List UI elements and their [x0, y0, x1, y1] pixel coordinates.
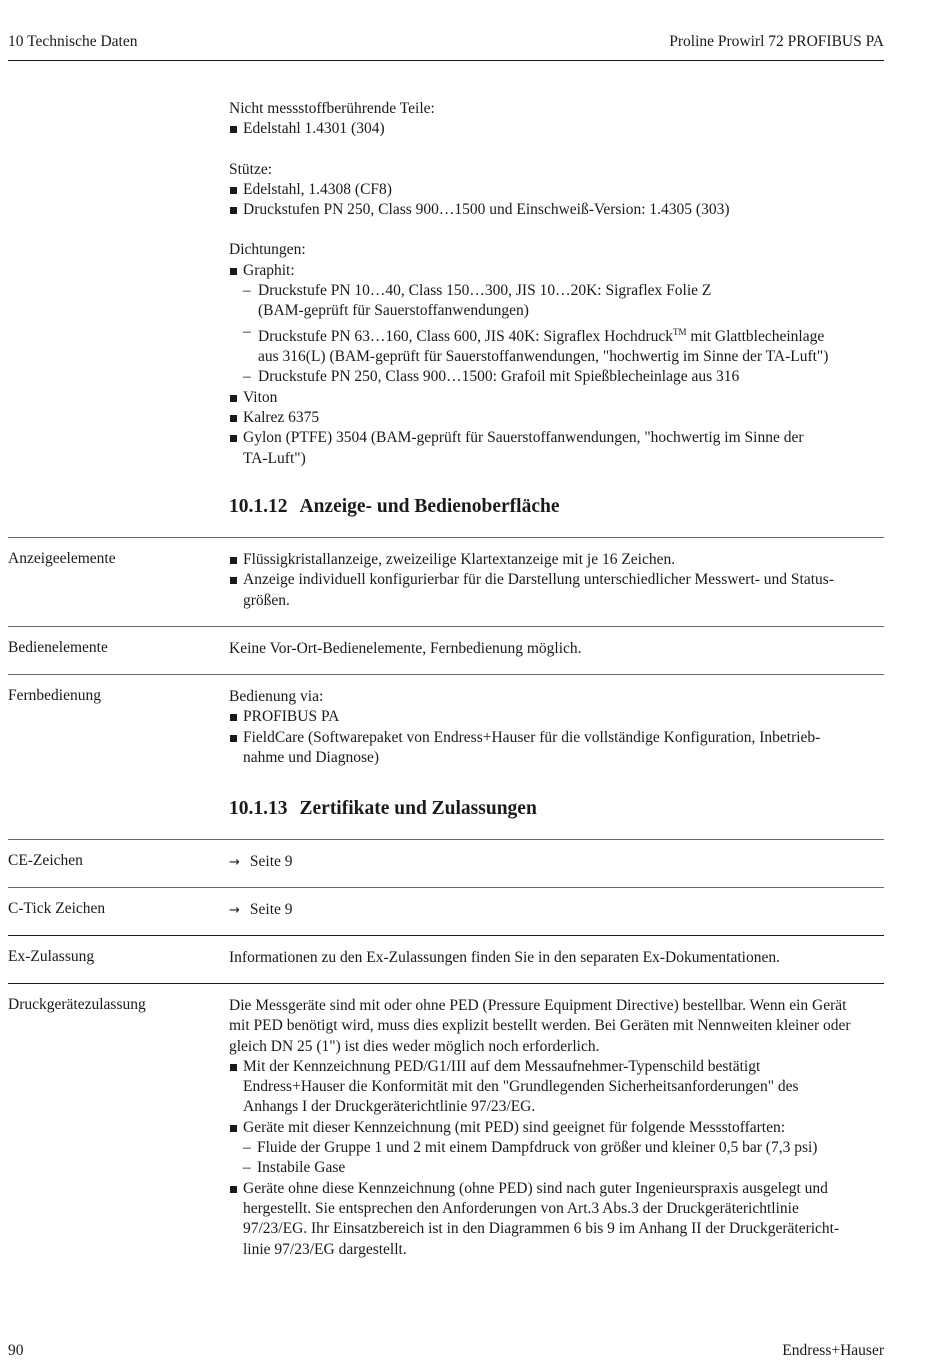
non-wetted-title: Nicht messstoffberührende Teile: [229, 100, 435, 117]
list-item-cont: linie 97/23/EG dargestellt. [243, 1240, 407, 1258]
materials-block [229, 99, 885, 469]
graphite-2-text: Druckstufe PN 63…160, Class 600, JIS 40K: Sigraflex Hochdruck [258, 327, 674, 345]
list-item: Gylon (PTFE) 3504 (BAM-geprüft für Sauerstoffanwendungen, "hochwertig im Sinne der [229, 428, 885, 448]
list-item-cont: größen. [243, 591, 290, 609]
remote-intro: Bedienung via: [229, 688, 324, 705]
list-item: Druckstufen PN 250, Class 900…1500 und Einschweiß-Version: 1.4305 (303) [229, 200, 885, 220]
arrow-right-icon: → [229, 903, 240, 918]
page-reference: Seite 9 [249, 901, 293, 918]
list-item: Edelstahl, 1.4308 (CF8) [229, 180, 885, 200]
value-druckgeraetezulassung [229, 996, 885, 1260]
list-item-cont: hergestellt. Sie entsprechen den Anforderungen von Art.3 Abs.3 der Druckgeräterichtlinie [243, 1199, 799, 1217]
list-item-cont: nahme und Diagnose) [243, 748, 380, 766]
value-bedienelemente: Keine Vor-Ort-Bedienelemente, Fernbedienung möglich. [229, 640, 582, 657]
list-item: Kalrez 6375 [229, 408, 885, 428]
trademark-sup: TM [673, 326, 687, 337]
section-title: Zertifikate und Zulassungen [299, 798, 537, 819]
running-header-product: Proline Prowirl 72 PROFIBUS PA [669, 33, 884, 50]
ped-text-line: mit PED benötigt wird, muss dies explizit bestellt werden. Bei Geräten mit Nennweiten kleiner oder [229, 1017, 851, 1035]
row-divider [8, 537, 884, 538]
value-ex-zulassung: Informationen zu den Ex-Zulassungen finden Sie in den separaten Ex-Dokumentationen. [229, 949, 780, 966]
sub-list-item-cont: aus 316(L) (BAM-geprüft für Sauerstoffanwendungen, "hochwertig im Sinne der TA-Luft") [258, 348, 829, 366]
label-c-tick: C-Tick Zeichen [8, 900, 106, 917]
list-item: Geräte ohne diese Kennzeichnung (ohne PED) sind nach guter Ingenieurspraxis ausgelegt und [229, 1179, 885, 1199]
value-anzeigeelemente [229, 550, 885, 611]
section-heading-1013 [229, 798, 537, 820]
row-divider [8, 674, 884, 675]
page-reference: Seite 9 [249, 853, 293, 870]
section-number: 10.1.13 [229, 798, 288, 819]
sub-list-item [229, 1158, 885, 1178]
list-item: PROFIBUS PA [229, 707, 885, 727]
value-c-tick [229, 900, 885, 921]
label-fernbedienung: Fernbedienung [8, 687, 101, 704]
row-divider [8, 983, 884, 984]
list-item-cont: TA-Luft") [243, 449, 306, 467]
running-header-chapter: 10 Technische Daten [8, 33, 138, 50]
graphite-2-tail: mit Glattblecheinlage [686, 327, 825, 345]
list-item: Mit der Kennzeichnung PED/G1/III auf dem Messaufnehmer-Typenschild bestätigt [229, 1057, 885, 1077]
list-item: Edelstahl 1.4301 (304) [229, 119, 885, 139]
list-item: FieldCare (Softwarepaket von Endress+Hauser für die vollständige Konfiguration, Inbetrieb- [229, 728, 885, 748]
label-bedienelemente: Bedienelemente [8, 639, 108, 656]
row-divider [8, 626, 884, 627]
list-item: Flüssigkristallanzeige, zweizeilige Klartextanzeige mit je 16 Zeichen. [229, 550, 885, 570]
value-ce-zeichen [229, 852, 885, 873]
page-number: 90 [8, 1342, 24, 1359]
row-divider [8, 887, 884, 888]
sub-list-item: – Druckstufe PN 250, Class 900…1500: Grafoil mit Spießblecheinlage aus 316 [229, 367, 885, 387]
dash-item: – Instabile Gase [243, 1158, 885, 1178]
list-item-cont: Endress+Hauser die Konformität mit den "Grundlegenden Sicherheitsanforderungen" des [243, 1078, 799, 1096]
seals-title: Dichtungen: [229, 241, 306, 259]
ped-text-line: gleich DN 25 (1") ist dies weder möglich noch erforderlich. [229, 1037, 600, 1055]
list-item: Graphit: [229, 261, 885, 281]
label-anzeigeelemente: Anzeigeelemente [8, 550, 116, 567]
dash-item: – Fluide der Gruppe 1 und 2 mit einem Dampfdruck von größer und kleiner 0,5 bar (7,3 psi) [243, 1138, 885, 1158]
list-item-cont: 97/23/EG. Ihr Einsatzbereich ist in den Diagrammen 6 bis 9 im Anhang II der Druckgerätericht- [243, 1220, 840, 1238]
list-item-cont: Anhangs I der Druckgeräterichtlinie 97/23/EG. [243, 1098, 536, 1116]
label-ce-zeichen: CE-Zeichen [8, 852, 83, 869]
sub-list-item [229, 322, 885, 347]
footer-brand: Endress+Hauser [782, 1342, 884, 1359]
list-item: Geräte mit dieser Kennzeichnung (mit PED) sind geeignet für folgende Messstoffarten: [229, 1118, 885, 1138]
sub-list-item: – Druckstufe PN 10…40, Class 150…300, JIS 10…20K: Sigraflex Folie Z [229, 281, 885, 301]
sub-list-item-cont: (BAM-geprüft für Sauerstoffanwendungen) [258, 302, 529, 320]
list-item: Anzeige individuell konfigurierbar für die Darstellung unterschiedlicher Messwert- und Status- [229, 570, 885, 590]
label-ex-zulassung: Ex-Zulassung [8, 948, 95, 965]
section-title: Anzeige- und Bedienoberfläche [299, 496, 560, 517]
row-divider [8, 935, 884, 936]
label-druckgeraetezulassung: Druckgerätezulassung [8, 996, 146, 1013]
value-fernbedienung [229, 687, 885, 768]
support-title: Stütze: [229, 160, 273, 178]
section-heading-1012 [229, 496, 559, 518]
header-divider [8, 60, 884, 61]
sub-list-item [229, 1138, 885, 1158]
arrow-right-icon: → [229, 855, 240, 870]
section-number: 10.1.12 [229, 496, 288, 517]
list-item: Viton [229, 388, 885, 408]
row-divider [8, 839, 884, 840]
ped-text-line: Die Messgeräte sind mit oder ohne PED (Pressure Equipment Directive) bestellbar. Wenn ein Gerät [229, 997, 847, 1014]
